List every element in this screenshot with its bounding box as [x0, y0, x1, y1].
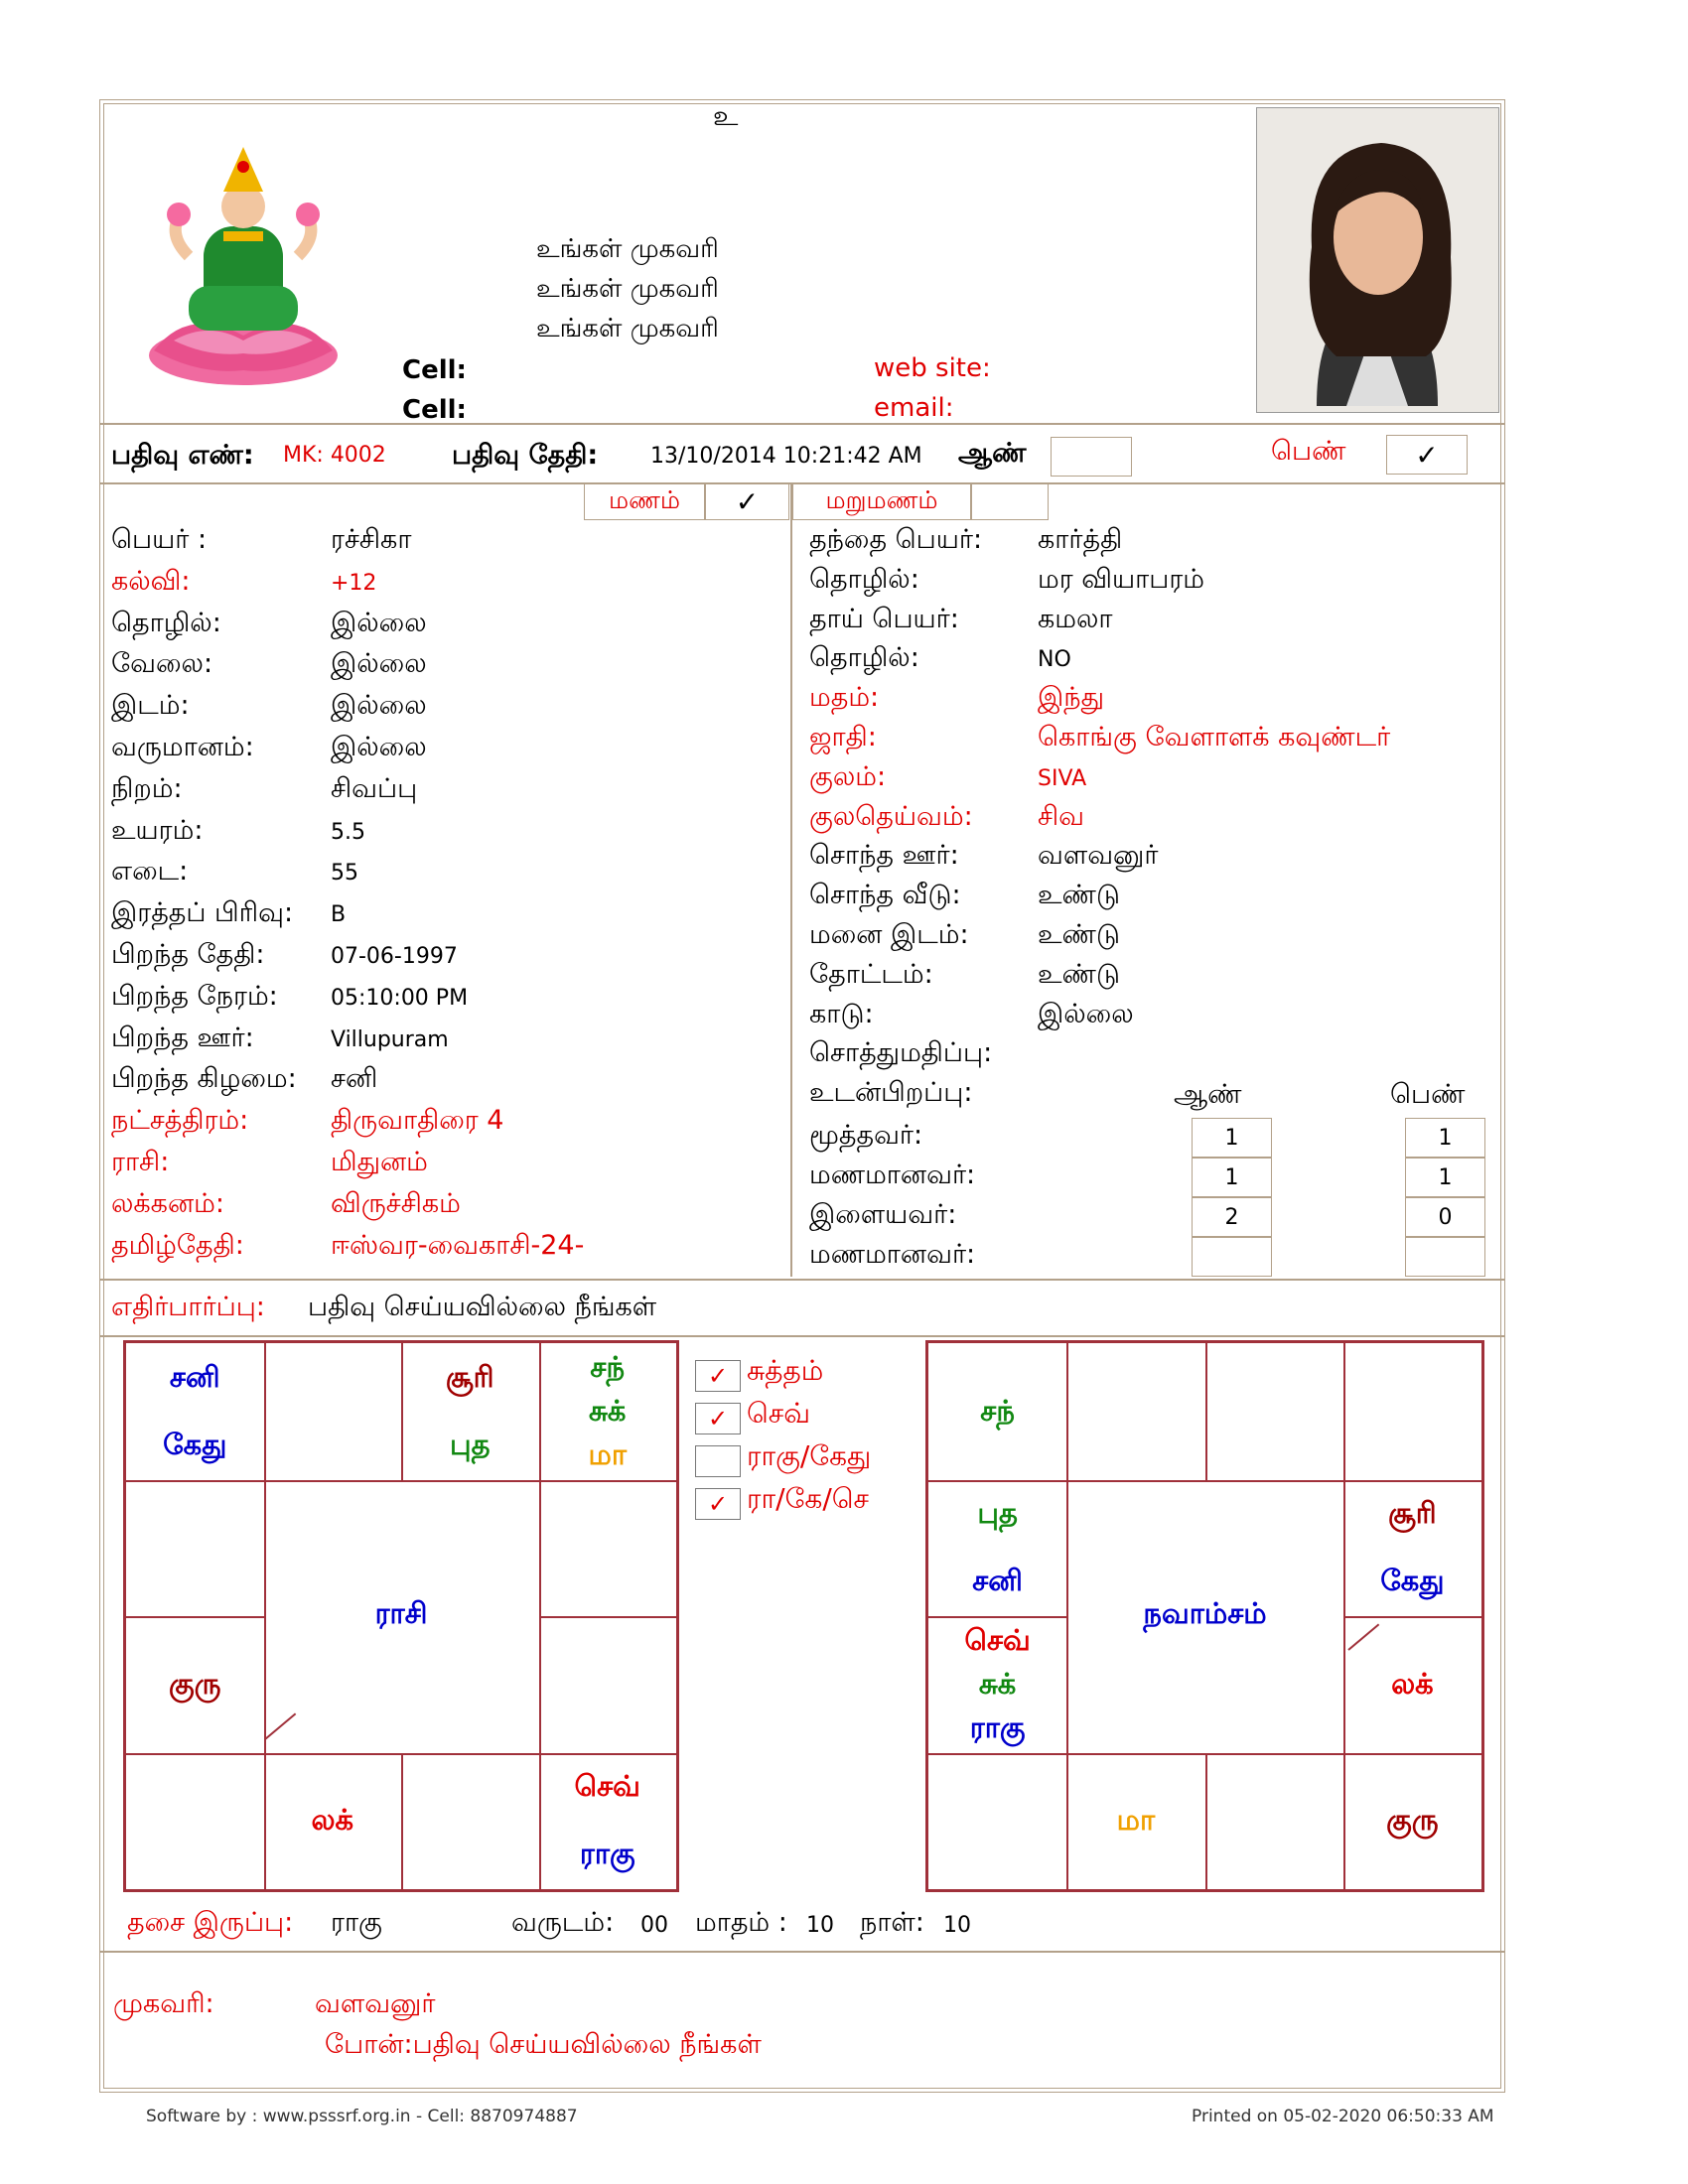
field-label: எடை:	[111, 856, 189, 887]
header-address-line-3: உங்கள் முகவரி	[536, 314, 719, 343]
planet-label: லக்	[1391, 1666, 1434, 1701]
registration-date-value: 13/10/2014 10:21:42 AM	[650, 444, 922, 469]
field-label: இடம்:	[111, 690, 190, 722]
planet-label: லக்	[311, 1803, 354, 1838]
field-label: நட்சத்திரம்:	[111, 1105, 249, 1137]
chart-center-label: நவாம்சம்	[1143, 1596, 1267, 1630]
chart-grid-line	[1205, 1343, 1207, 1480]
dosham-label: ராகு/கேது	[747, 1439, 872, 1472]
planet-label: செவ்	[964, 1622, 1031, 1657]
field-value: கார்த்தி	[1038, 524, 1123, 555]
planet-label: குரு	[1386, 1803, 1439, 1838]
field-label: மனை இடம்:	[809, 919, 969, 950]
siblings-female-count: 1	[1405, 1158, 1485, 1197]
field-value: Villupuram	[331, 1026, 449, 1052]
field-value: கொங்கு வேளாளக் கவுண்டர்	[1038, 722, 1391, 752]
field-label: ராசி:	[111, 1147, 170, 1177]
dasa-year-value: 00	[640, 1913, 668, 1938]
field-value: கமலா	[1038, 603, 1113, 634]
dosham-checkbox[interactable]: ✓	[695, 1488, 741, 1520]
field-label: இரத்தப் பிரிவு:	[111, 897, 294, 929]
field-value: B	[331, 902, 347, 928]
field-label: மதம்:	[809, 682, 880, 714]
dosham-label: செவ்	[747, 1397, 811, 1430]
planet-label: சந்	[980, 1393, 1015, 1428]
siblings-male-count: 1	[1192, 1118, 1272, 1158]
field-value: விருச்சிகம்	[331, 1187, 461, 1219]
registration-number-label: பதிவு எண்:	[111, 440, 254, 471]
field-value: இந்து	[1038, 682, 1104, 714]
field-label: தொழில்:	[809, 563, 919, 595]
field-value: +12	[331, 570, 377, 596]
details-separator	[99, 1279, 1505, 1281]
expectation-separator	[99, 1335, 1505, 1337]
dasa-day-value: 10	[943, 1913, 971, 1938]
planet-label: மா	[588, 1436, 627, 1471]
siblings-male-count	[1192, 1237, 1272, 1277]
siblings-male-count: 1	[1192, 1158, 1272, 1197]
field-label: தந்தை பெயர்:	[809, 524, 983, 555]
field-value: இல்லை	[331, 732, 427, 762]
male-label: ஆண்	[958, 438, 1027, 469]
field-value: 5.5	[331, 819, 365, 845]
siblings-female-count: 0	[1405, 1197, 1485, 1237]
lagna-marker	[264, 1713, 296, 1740]
field-label: பிறந்த நேரம்:	[111, 980, 278, 1012]
field-label: தோட்டம்:	[809, 958, 933, 990]
website-label: web site:	[874, 353, 991, 383]
lagna-marker	[1347, 1624, 1379, 1651]
field-label: தமிழ்தேதி:	[111, 1229, 244, 1261]
field-value: ஈஸ்வர-வைகாசி-24-	[331, 1229, 585, 1261]
siblings-female-count	[1405, 1237, 1485, 1277]
planet-label: கேது	[163, 1427, 227, 1461]
remarriage-checkbox[interactable]	[971, 482, 1049, 520]
siblings-female-header: பெண்	[1390, 1079, 1466, 1110]
field-value: சனி	[331, 1063, 378, 1095]
field-value: ரச்சிகா	[331, 524, 412, 555]
siblings-row-label: மணமானவர்:	[809, 1160, 976, 1190]
planet-label: கேது	[1380, 1564, 1445, 1598]
planet-label: ராகு	[579, 1837, 635, 1871]
field-value: இல்லை	[331, 690, 427, 722]
dosham-label: ரா/கே/செ	[747, 1482, 870, 1515]
planet-label: ராகு	[969, 1709, 1026, 1744]
female-label: பெண்	[1271, 436, 1346, 467]
chart-grid-line	[1343, 1616, 1481, 1618]
siblings-row-label: மூத்தவர்:	[809, 1120, 923, 1151]
field-label: நிறம்:	[111, 772, 183, 804]
planet-label: புத	[450, 1427, 491, 1461]
planet-label: சந்	[590, 1349, 626, 1384]
field-label: உயரம்:	[111, 814, 204, 846]
field-value: SIVA	[1038, 765, 1087, 791]
registration-date-label: பதிவு தேதி:	[452, 440, 599, 471]
chart-grid-line	[539, 1343, 541, 1889]
field-value: இல்லை	[331, 607, 427, 638]
field-label: வேலை:	[111, 648, 213, 680]
siblings-male-header: ஆண்	[1174, 1079, 1242, 1110]
field-value: வளவனுர்	[1038, 840, 1159, 872]
dosham-checkbox[interactable]	[695, 1445, 741, 1477]
planet-label: குரு	[169, 1666, 221, 1701]
field-label: குலம்:	[809, 760, 887, 792]
dasa-month-value: 10	[806, 1913, 834, 1938]
chart-grid-line	[539, 1616, 677, 1618]
chart-grid-line	[401, 1753, 403, 1890]
header-address-line-1: உங்கள் முகவரி	[536, 234, 719, 264]
address-line-2: போன்:பதிவு செய்யவில்லை நீங்கள்	[325, 2029, 762, 2060]
field-value: 55	[331, 861, 358, 887]
chart-grid-line	[928, 1616, 1066, 1618]
male-checkbox[interactable]	[1051, 437, 1132, 477]
dasa-label: தசை இருப்பு:	[127, 1907, 294, 1938]
chart-grid-line	[928, 1480, 1481, 1482]
planet-label: மா	[1116, 1803, 1156, 1838]
field-value: மிதுனம்	[331, 1147, 428, 1177]
field-label: கல்வி:	[111, 565, 191, 597]
field-value: 07-06-1997	[331, 944, 458, 969]
siblings-male-count: 2	[1192, 1197, 1272, 1237]
dasa-month-label: மாதம் :	[695, 1907, 787, 1938]
address-label: முகவரி:	[113, 1988, 214, 2019]
field-label: தொழில்:	[809, 642, 919, 674]
header-address-line-2: உங்கள் முகவரி	[536, 274, 719, 304]
field-value: 05:10:00 PM	[331, 985, 469, 1011]
dasa-value: ராகு	[331, 1907, 382, 1938]
field-label: பெயர் :	[111, 524, 208, 555]
chart-grid-line	[1343, 1343, 1345, 1889]
expectation-label: எதிர்பார்ப்பு:	[111, 1292, 265, 1322]
planet-label: சனி	[972, 1564, 1023, 1598]
dosham-checkbox[interactable]: ✓	[695, 1403, 741, 1434]
chart-grid-line	[1205, 1753, 1207, 1890]
dosham-checkbox[interactable]: ✓	[695, 1360, 741, 1392]
dosham-label: சுத்தம்	[747, 1354, 824, 1387]
details-column-divider	[790, 482, 792, 1277]
profile-photo-icon	[1257, 108, 1498, 412]
field-value: இல்லை	[1038, 998, 1134, 1029]
chart-grid-line	[126, 1616, 264, 1618]
profile-photo	[1256, 107, 1499, 413]
field-label: சொந்த ஊர்:	[809, 840, 959, 872]
registration-number-value: MK: 4002	[283, 443, 386, 468]
field-value: உண்டு	[1038, 958, 1120, 990]
field-label: சொந்த வீடு:	[809, 880, 961, 911]
field-value: சிவ	[1038, 800, 1084, 832]
siblings-female-count: 1	[1405, 1118, 1485, 1158]
field-value: உண்டு	[1038, 880, 1120, 911]
chart-center-label: ராசி	[374, 1596, 428, 1630]
field-label: குலதெய்வம்:	[809, 800, 973, 832]
remarriage-label: மறுமணம்	[792, 482, 971, 520]
planet-label: சுக்	[589, 1393, 627, 1428]
field-label: தொழில்:	[111, 607, 221, 638]
chart-grid-line	[401, 1343, 403, 1480]
field-label: பிறந்த கிழமை:	[111, 1063, 297, 1095]
rasi-chart	[123, 1340, 679, 1892]
dasa-day-label: நாள்:	[860, 1907, 924, 1938]
field-label: ஜாதி:	[809, 722, 877, 752]
field-value: உண்டு	[1038, 919, 1120, 950]
header-separator	[99, 423, 1505, 425]
siblings-row-label: இளையவர்:	[809, 1199, 957, 1230]
field-value: மர வியாபரம்	[1038, 563, 1204, 595]
address-line-1: வளவனுர்	[315, 1988, 436, 2019]
planet-label: சூரி	[1388, 1496, 1437, 1531]
expectation-value: பதிவு செய்யவில்லை நீங்கள்	[308, 1292, 657, 1322]
female-checkbox[interactable]: ✓	[1386, 435, 1468, 475]
dasa-year-label: வருடம்:	[511, 1907, 615, 1938]
top-symbol: உ	[713, 99, 739, 132]
field-value: சிவப்பு	[331, 772, 418, 804]
deity-logo-icon	[129, 137, 357, 395]
field-value: NO	[1038, 647, 1071, 673]
planet-label: செவ்	[574, 1769, 640, 1804]
field-value: இல்லை	[331, 648, 427, 680]
siblings-row-label: மணமானவர்:	[809, 1239, 976, 1270]
chart-grid-line	[126, 1480, 676, 1482]
field-value: திருவாதிரை 4	[331, 1105, 504, 1137]
field-label: உடன்பிறப்பு:	[809, 1077, 973, 1109]
email-label: email:	[874, 393, 954, 423]
planet-label: சுக்	[978, 1666, 1017, 1701]
cell-label-2: Cell:	[402, 395, 467, 425]
cell-label-1: Cell:	[402, 355, 467, 385]
navamsa-chart	[925, 1340, 1484, 1892]
footer-software-credit: Software by : www.psssrf.org.in - Cell: 8870974887	[146, 2107, 578, 2126]
dasa-separator	[99, 1951, 1505, 1953]
planet-label: புத	[977, 1496, 1018, 1531]
field-label: பிறந்த ஊர்:	[111, 1022, 254, 1053]
planet-label: சனி	[169, 1359, 220, 1394]
field-label: பிறந்த தேதி:	[111, 939, 265, 970]
footer-printed-date: Printed on 05-02-2020 06:50:33 AM	[1192, 2107, 1494, 2126]
marriage-first-label: மணம்	[584, 482, 705, 520]
marriage-first-checkbox[interactable]: ✓	[705, 482, 789, 520]
field-label: சொத்துமதிப்பு:	[809, 1037, 993, 1069]
field-label: காடு:	[809, 998, 874, 1029]
field-label: வருமானம்:	[111, 732, 254, 762]
planet-label: சூரி	[445, 1359, 494, 1394]
field-label: தாய் பெயர்:	[809, 603, 959, 634]
field-label: லக்கனம்:	[111, 1187, 224, 1219]
